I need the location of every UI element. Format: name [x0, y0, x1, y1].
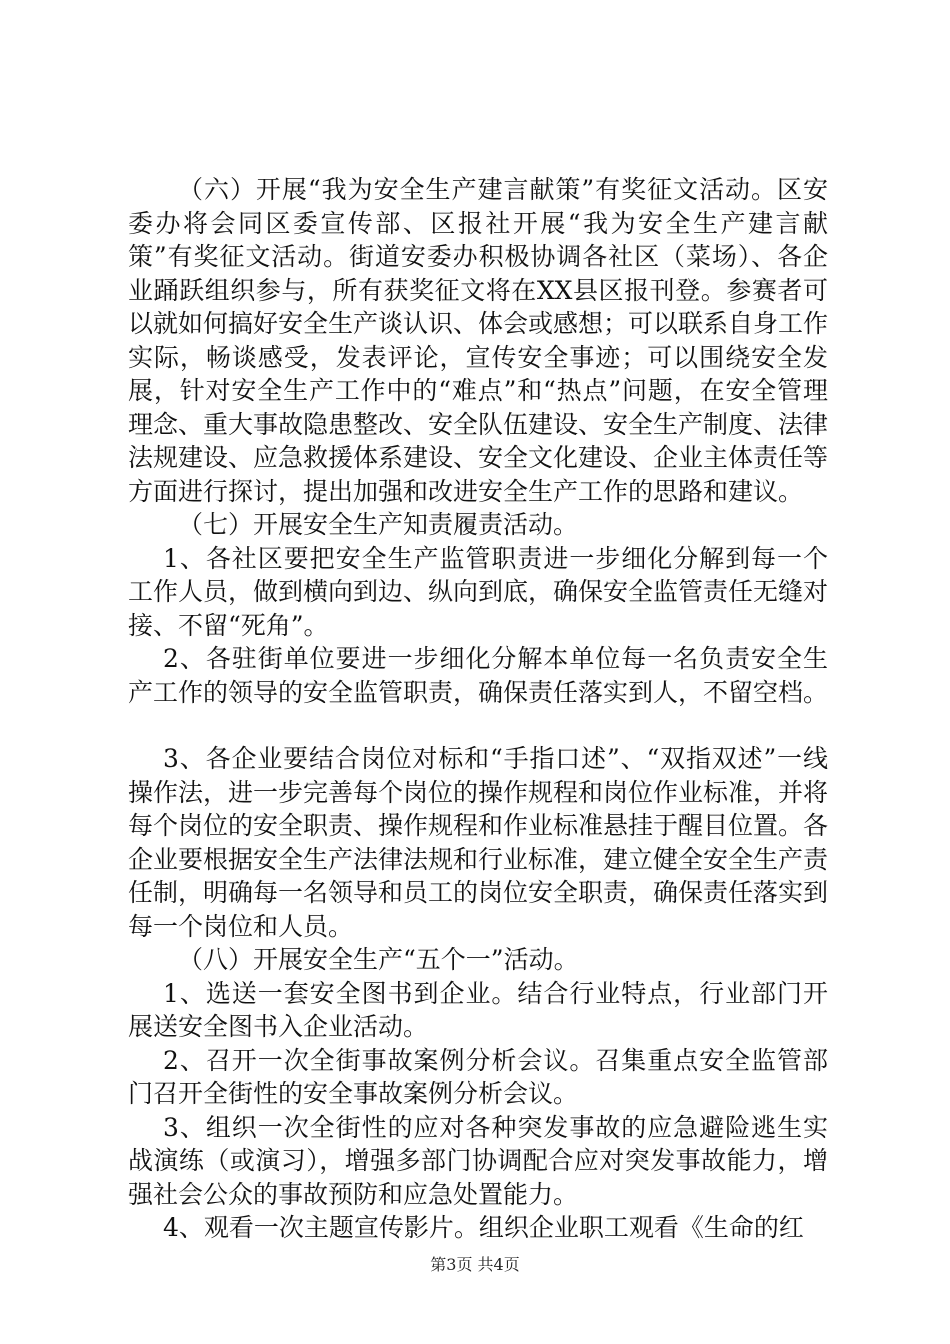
paragraph-eight-item-2: 2、召开一次全街事故案例分析会议。召集重点安全监管部门召开全街性的安全事故案例分析会议。 [128, 1045, 828, 1108]
paragraph-eight-item-3: 3、组织一次全街性的应对各种突发事故的应急避险逃生实战演练（或演习），增强多部门协调配合应对突发事故能力，增强社会公众的事故预防和应急处置能力。 [128, 1112, 828, 1209]
paragraph-seven-item-3: 3、各企业要结合岗位对标和“手指口述”、“双指双述”一线操作法，进一步完善每个岗位的操作规程和岗位作业标准，并将每个岗位的安全职责、操作规程和作业标准悬挂于醒目位置。各企业要根据安全生产法律法规和行业标准，建立健全安全生产责任制，明确每一名领导和员工的岗位安全职责，确保责任落实到每一个岗位和人员。 [128, 744, 829, 941]
paragraph-eight-heading: （八）开展安全生产“五个一”活动。 [178, 945, 579, 974]
paragraph-seven-item-1: 1、各社区要把安全生产监管职责进一步细化分解到每一个工作人员，做到横向到边、纵向到底，确保安全监管责任无缝对接、不留“死角”。 [128, 543, 829, 640]
paragraph-seven-item-2: 2、各驻街单位要进一步细化分解本单位每一名负责安全生产工作的领导的安全监管职责，确保责任落实到人，不留空档。 [128, 644, 829, 707]
paragraph-eight-item-1: 1、选送一套安全图书到企业。结合行业特点，行业部门开展送安全图书入企业活动。 [128, 978, 828, 1041]
document-body [128, 173, 828, 1245]
blank-line [128, 709, 828, 742]
paragraph-seven-heading: （七）开展安全生产知责履责活动。 [178, 510, 579, 539]
paragraph-eight-item-4: 4、观看一次主题宣传影片。组织企业职工观看《生命的红 [163, 1213, 804, 1242]
paragraph-six: （六）开展“我为安全生产建言献策”有奖征文活动。区安委办将会同区委宣传部、区报社开展“我为安全生产建言献策”有奖征文活动。街道安委办积极协调各社区（菜场）、各企业踊跃组织参与，所有获奖征文将在XX县区报刊登。参赛者可以就如何搞好安全生产谈认识、体会或感想；可以联系自身工作实际，畅谈感受，发表评论，宣传安全事迹；可以围绕安全发展，针对安全生产工作中的“难点”和“热点”问题，在安全管理理念、重大事故隐患整改、安全队伍建设、安全生产制度、法律法规建设、应急救援体系建设、安全文化建设、企业主体责任等方面进行探讨，提出加强和改进安全生产工作的思路和建议。 [128, 175, 829, 506]
page-footer: 第3页 共4页 [430, 1255, 520, 1274]
